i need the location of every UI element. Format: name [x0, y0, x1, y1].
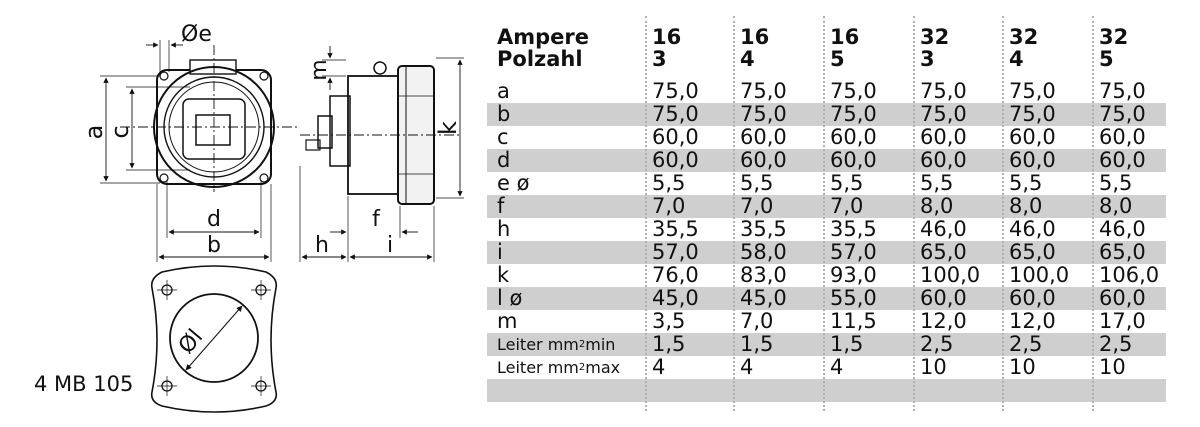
table-cell: 8,0: [920, 194, 954, 218]
table-cell: 75,0: [652, 79, 699, 103]
table-cell: 12,0: [1009, 309, 1056, 333]
table-cell: 60,0: [1009, 125, 1056, 149]
dim-label-h: h: [315, 233, 329, 258]
header-col: [740, 16, 769, 80]
table-cell: 45,0: [740, 286, 787, 310]
header-bottom: 3: [920, 47, 935, 71]
dim-label-d: d: [207, 207, 221, 232]
table-cell: 58,0: [740, 240, 787, 264]
header-col: [1099, 16, 1128, 80]
table-cell: 60,0: [740, 148, 787, 172]
dim-label-b: b: [207, 233, 221, 258]
dim-label-a: a: [80, 124, 108, 140]
table-header-row: [487, 16, 1166, 80]
row-label: b: [497, 102, 511, 126]
table-cell: 57,0: [830, 240, 877, 264]
table-row: [487, 80, 1166, 103]
table-cell: 93,0: [830, 263, 877, 287]
table-row: [487, 126, 1166, 149]
table-cell: 75,0: [920, 102, 967, 126]
row-label: f: [497, 194, 505, 218]
table-cell: 2,5: [1099, 332, 1133, 356]
header-col: [652, 16, 681, 80]
table-cell: 60,0: [1009, 148, 1056, 172]
table-cell: 4: [740, 355, 754, 379]
header-col: [1009, 16, 1038, 80]
technical-drawing: [0, 0, 480, 427]
table-cell: 11,5: [830, 309, 877, 333]
table-cell: 5,5: [920, 171, 954, 195]
table-row: [487, 379, 1166, 402]
dim-label-c: c: [106, 125, 134, 139]
column-separator: [823, 16, 825, 411]
table-cell: 2,5: [920, 332, 954, 356]
table-cell: 57,0: [652, 240, 699, 264]
table-cell: 5,5: [830, 171, 864, 195]
table-cell: 5,5: [1009, 171, 1043, 195]
table-row: [487, 287, 1166, 310]
table-cell: 60,0: [1099, 286, 1146, 310]
dim-label-ol: Øl: [173, 324, 209, 359]
table-cell: 4: [830, 355, 844, 379]
table-cell: 60,0: [830, 125, 877, 149]
model-label: 4 MB 105: [34, 372, 134, 396]
table-cell: 60,0: [652, 148, 699, 172]
table-cell: 4: [652, 355, 666, 379]
row-label: e ø: [497, 171, 530, 195]
table-cell: 75,0: [652, 102, 699, 126]
row-label: Leiter mm 2 min: [497, 334, 616, 354]
table-cell: 17,0: [1099, 309, 1146, 333]
row-label: Leiter mm 2 max: [497, 357, 621, 377]
table-cell: 83,0: [740, 263, 787, 287]
table-cell: 46,0: [1009, 217, 1056, 241]
row-label: k: [497, 263, 510, 287]
table-cell: 60,0: [920, 286, 967, 310]
table-cell: 60,0: [652, 125, 699, 149]
table-cell: 35,5: [652, 217, 699, 241]
table-cell: 75,0: [830, 102, 877, 126]
dimension-table: [487, 16, 1166, 411]
header-bottom: 4: [740, 47, 755, 71]
table-row: [487, 310, 1166, 333]
header-bottom: 5: [830, 47, 845, 71]
row-label: m: [497, 309, 518, 333]
row-label: l ø: [497, 286, 523, 310]
table-cell: 46,0: [1099, 217, 1146, 241]
dim-label-i: i: [386, 233, 394, 258]
column-separator: [1002, 16, 1004, 411]
header-bottom: Polzahl: [497, 47, 583, 71]
table-cell: 5,5: [652, 171, 686, 195]
table-cell: 45,0: [652, 286, 699, 310]
row-label: a: [497, 79, 510, 103]
table-cell: 1,5: [652, 332, 686, 356]
table-cell: 7,0: [652, 194, 686, 218]
row-label: i: [497, 240, 503, 264]
header-top: Ampere: [497, 25, 590, 49]
table-cell: 75,0: [830, 79, 877, 103]
table-cell: 7,0: [830, 194, 864, 218]
table-cell: 2,5: [1009, 332, 1043, 356]
table-cell: 75,0: [1099, 79, 1146, 103]
table-cell: 46,0: [920, 217, 967, 241]
dim-label-oe: Øe: [181, 22, 212, 47]
header-col: [830, 16, 859, 80]
table-cell: 100,0: [920, 263, 981, 287]
table-cell: 12,0: [920, 309, 967, 333]
table-cell: 10: [1099, 355, 1126, 379]
header-bottom: 3: [652, 47, 667, 71]
table-cell: 60,0: [920, 148, 967, 172]
table-cell: 35,5: [830, 217, 877, 241]
header-bottom: 5: [1099, 47, 1114, 71]
header-top: 32: [1009, 25, 1039, 49]
table-cell: 10: [920, 355, 947, 379]
table-row: [487, 241, 1166, 264]
table-cell: 76,0: [652, 263, 699, 287]
table-cell: 5,5: [1099, 171, 1133, 195]
table-cell: 60,0: [1099, 125, 1146, 149]
header-col: [920, 16, 949, 80]
table-cell: 75,0: [1009, 102, 1056, 126]
table-cell: 1,5: [740, 332, 774, 356]
table-cell: 8,0: [1099, 194, 1133, 218]
table-cell: 60,0: [830, 148, 877, 172]
table-cell: 65,0: [1009, 240, 1056, 264]
table-cell: 10: [1009, 355, 1036, 379]
column-separator: [913, 16, 915, 411]
table-cell: 7,0: [740, 309, 774, 333]
table-cell: 106,0: [1099, 263, 1160, 287]
row-label: d: [497, 148, 511, 172]
table-cell: 65,0: [1099, 240, 1146, 264]
table-cell: 7,0: [740, 194, 774, 218]
table-cell: 5,5: [740, 171, 774, 195]
table-cell: 35,5: [740, 217, 787, 241]
column-separator: [645, 16, 647, 411]
table-cell: 75,0: [740, 102, 787, 126]
dim-label-k: k: [434, 121, 462, 135]
cutout-view: [152, 266, 277, 412]
table-cell: 60,0: [740, 125, 787, 149]
table-row: [487, 103, 1166, 126]
header-top: 16: [830, 25, 860, 49]
table-row: [487, 218, 1166, 241]
table-cell: 60,0: [1009, 286, 1056, 310]
column-separator: [1092, 16, 1094, 411]
front-view: [100, 40, 300, 262]
row-label: h: [497, 217, 511, 241]
row-label: c: [497, 125, 509, 149]
header-top: 32: [920, 25, 950, 49]
table-row: [487, 333, 1166, 356]
table-cell: 75,0: [740, 79, 787, 103]
table-cell: 65,0: [920, 240, 967, 264]
column-separator: [733, 16, 735, 411]
header-bottom: 4: [1009, 47, 1024, 71]
dim-label-m: m: [307, 59, 332, 81]
table-cell: 75,0: [1099, 102, 1146, 126]
table-cell: 55,0: [830, 286, 877, 310]
table-row: [487, 172, 1166, 195]
table-cell: 75,0: [1009, 79, 1056, 103]
table-row: [487, 356, 1166, 379]
table-cell: 60,0: [1099, 148, 1146, 172]
dim-label-f: f: [372, 207, 380, 232]
table-cell: 75,0: [920, 79, 967, 103]
table-cell: 60,0: [920, 125, 967, 149]
header-label: [497, 16, 589, 80]
table-cell: 100,0: [1009, 263, 1070, 287]
table-row: [487, 195, 1166, 218]
table-cell: 3,5: [652, 309, 686, 333]
header-top: 16: [740, 25, 770, 49]
header-top: 16: [652, 25, 682, 49]
table-row: [487, 264, 1166, 287]
table-row: [487, 149, 1166, 172]
table-cell: 1,5: [830, 332, 864, 356]
table-cell: 8,0: [1009, 194, 1043, 218]
header-top: 32: [1099, 25, 1129, 49]
